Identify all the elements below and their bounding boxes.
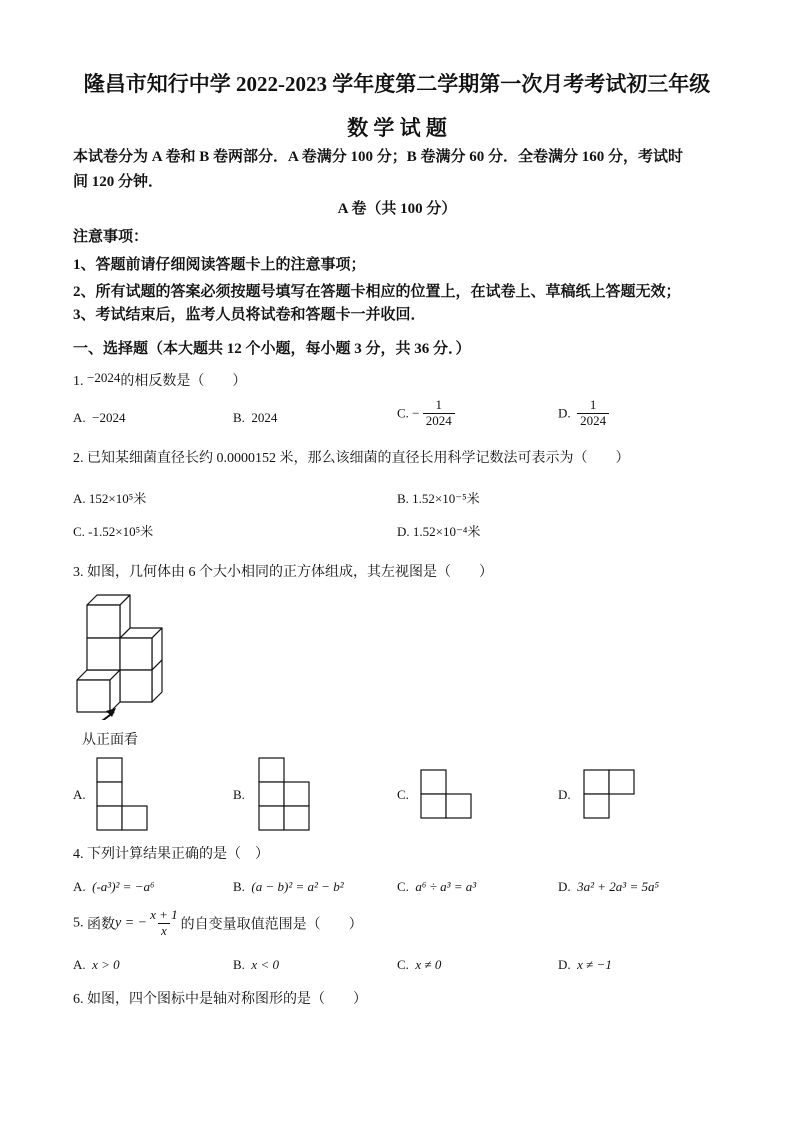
q3-option-c-label: C. bbox=[397, 787, 409, 802]
q5-option-c bbox=[397, 957, 441, 973]
q2-option-d: D. 1.52×10⁻⁴米 bbox=[397, 524, 481, 539]
q1-option-c bbox=[397, 398, 455, 429]
q5-b-value: x < 0 bbox=[251, 957, 279, 972]
q4-a-label: A. bbox=[73, 879, 86, 894]
q5-d-value: x ≠ −1 bbox=[577, 957, 612, 972]
q1-c-numerator: 1 bbox=[435, 397, 443, 412]
q1-c-sign: − bbox=[412, 405, 420, 421]
question-6 bbox=[73, 988, 367, 1008]
q5-fraction bbox=[147, 908, 181, 939]
part1-heading: 一、选择题（本大题共 12 个小题，每小题 3 分，共 36 分．） bbox=[73, 341, 471, 357]
q4-d-expression: 3a² + 2a³ = 5a⁵ bbox=[577, 879, 659, 894]
q1-text: 的相反数是（ ） bbox=[120, 374, 247, 389]
q5-number: 5. bbox=[73, 915, 84, 931]
q1-c-label: C. bbox=[397, 405, 409, 421]
note-item-2: 2、所有试题的答案必须按题号填写在答题卡相应的位置上，在试卷上、草稿纸上答题无效； bbox=[73, 284, 681, 300]
q5-function-lhs: y = − bbox=[115, 915, 148, 931]
notes-heading: 注意事项： bbox=[73, 229, 149, 245]
q5-a-value: x > 0 bbox=[92, 957, 120, 972]
q4-c-expression: a⁶ ÷ a³ = a³ bbox=[415, 879, 477, 894]
q4-b-expression: (a − b)² = a² − b² bbox=[251, 879, 344, 894]
q1-d-label: D. bbox=[558, 405, 571, 421]
question-3 bbox=[73, 561, 493, 581]
q4-option-c bbox=[397, 879, 476, 895]
q4-number: 4. bbox=[73, 847, 84, 862]
q5-post-text: 的自变量取值范围是（ ） bbox=[180, 917, 363, 933]
q5-option-a bbox=[73, 957, 120, 973]
q4-c-label: C. bbox=[397, 879, 409, 894]
q3-option-a-label: A. bbox=[73, 787, 86, 802]
q5-pre-text: 函数 bbox=[87, 917, 115, 933]
q4-option-d bbox=[558, 879, 659, 895]
q3-option-b-label: B. bbox=[233, 787, 245, 802]
question-2 bbox=[73, 447, 630, 467]
q5-denominator: x bbox=[158, 923, 170, 939]
q1-option-d bbox=[558, 398, 609, 429]
q1-a-value: −2024 bbox=[92, 410, 126, 425]
question-1 bbox=[73, 370, 246, 390]
q2-text: 已知某细菌直径长约 0.0000152 米，那么该细菌的直径长用科学记数法可表示为（ ） bbox=[87, 451, 630, 466]
q3-text: 如图，几何体由 6 个大小相同的正方体组成，其左视图是（ ） bbox=[87, 565, 493, 580]
q1-c-fraction bbox=[423, 398, 455, 429]
q4-text: 下列计算结果正确的是（ ） bbox=[87, 847, 269, 862]
exam-subject: 数 学 试 题 bbox=[347, 116, 447, 140]
cube-solid-figure bbox=[70, 590, 170, 720]
q3-option-d-figure bbox=[583, 769, 635, 819]
q1-option-b bbox=[233, 410, 277, 426]
q1-d-denominator: 2024 bbox=[577, 413, 609, 429]
q5-b-label: B. bbox=[233, 957, 245, 972]
intro-line1: 本试卷分为 A 卷和 B 卷两部分．A 卷满分 100 分；B 卷满分 60 分．全卷满分 160 分，考试时 bbox=[73, 149, 684, 165]
q1-c-denominator: 2024 bbox=[423, 413, 455, 429]
q1-d-fraction bbox=[577, 398, 609, 429]
question-4 bbox=[73, 843, 269, 863]
q5-numerator: x + 1 bbox=[150, 907, 178, 922]
q2-option-a: A. 152×10⁵米 bbox=[73, 491, 147, 506]
q1-b-label: B. bbox=[233, 410, 245, 425]
q4-b-label: B. bbox=[233, 879, 245, 894]
q5-a-label: A. bbox=[73, 957, 86, 972]
q4-a-expression: (-a³)² = −a⁶ bbox=[92, 879, 155, 894]
q4-d-label: D. bbox=[558, 879, 571, 894]
q4-option-b bbox=[233, 879, 344, 895]
q4-option-a bbox=[73, 879, 155, 895]
q1-a-label: A. bbox=[73, 410, 86, 425]
note-item-1: 1、答题前请仔细阅读答题卡上的注意事项； bbox=[73, 257, 366, 273]
q2-number: 2. bbox=[73, 451, 84, 466]
q3-option-b-figure bbox=[258, 757, 310, 831]
q1-d-numerator: 1 bbox=[589, 397, 597, 412]
q5-c-value: x ≠ 0 bbox=[415, 957, 442, 972]
q6-text: 如图，四个图标中是轴对称图形的是（ ） bbox=[87, 992, 367, 1007]
q5-option-b bbox=[233, 957, 279, 973]
section-a-title: A 卷（共 100 分） bbox=[337, 201, 457, 217]
intro-line2: 间 120 分钟． bbox=[73, 174, 164, 190]
front-view-caption: 从正面看 bbox=[82, 731, 138, 747]
q3-option-d-label: D. bbox=[558, 787, 571, 802]
q3-number: 3. bbox=[73, 565, 84, 580]
q2-option-c: C. -1.52×10⁵米 bbox=[73, 524, 154, 539]
exam-title: 隆昌市知行中学 2022-2023 学年度第二学期第一次月考考试初三年级 bbox=[83, 72, 711, 96]
q1-b-value: 2024 bbox=[251, 410, 278, 425]
q5-d-label: D. bbox=[558, 957, 571, 972]
q5-c-label: C. bbox=[397, 957, 409, 972]
q3-option-a-figure bbox=[96, 757, 148, 831]
q5-option-d bbox=[558, 957, 612, 973]
q6-number: 6. bbox=[73, 992, 84, 1007]
q1-option-a bbox=[73, 410, 125, 426]
q1-number: 1. bbox=[73, 374, 84, 389]
q3-option-c-figure bbox=[420, 769, 472, 819]
note-item-3: 3、考试结束后，监考人员将试卷和答题卡一并收回． bbox=[73, 307, 426, 323]
q1-expression: −2024 bbox=[87, 370, 121, 385]
question-5 bbox=[73, 908, 363, 939]
q2-option-b: B. 1.52×10⁻⁵米 bbox=[397, 491, 480, 506]
